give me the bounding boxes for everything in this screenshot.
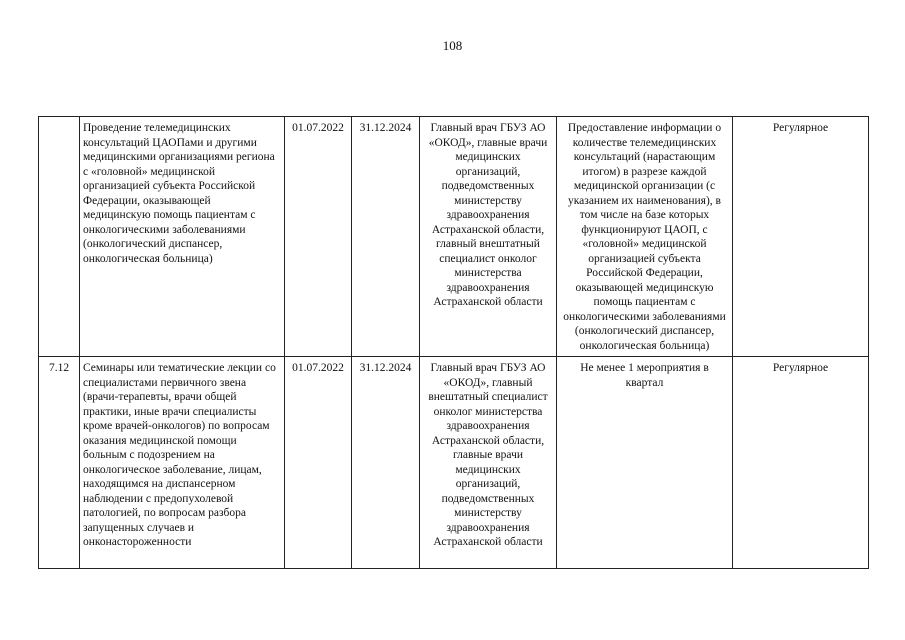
start-date: 01.07.2022: [285, 117, 352, 357]
activity-table: [38, 116, 869, 569]
responsible: Главный врач ГБУЗ АО «ОКОД», главные врачи медицинских организаций, подведомственных министерству здравоохранения Астраханской области, главный внештатный специалист онколог министерства здравоохранения Астраханской области: [420, 117, 557, 357]
start-date: 01.07.2022: [285, 357, 352, 569]
expected-result: Предоставление информации о количестве телемедицинских консультаций (нарастающим итогом) в разрезе каждой медицинской организации (с указанием их наименования), в том числе на базе которых функционируют ЦАОП, с «головной» медицинской организацией субъекта Российской Федерации, оказывающей медицинскую помощь пациентам с онкологическими заболеваниями (онкологический диспансер, онкологическая больница): [557, 117, 733, 357]
activity-name: Семинары или тематические лекции со специалистами первичного звена (врачи-терапевты, врачи общей практики, иные врачи специалисты кроме врачей-онкологов) по вопросам оказания медицинской помощи больным с подозрением на онкологическое заболевание, лицам, находящимся на диспансерном наблюдении с предопухолевой патологией, по вопросам разбора запущенных случаев и онконастороженности: [80, 357, 285, 569]
periodicity: Регулярное: [733, 357, 869, 569]
row-number: [39, 117, 80, 357]
activity-name: Проведение телемедицинских консультаций ЦАОПами и другими медицинскими организациями региона с «головной» медицинской организацией субъекта Российской Федерации, оказывающей медицинскую помощь пациентам с онкологическими заболеваниями (онкологический диспансер, онкологическая больница): [80, 117, 285, 357]
periodicity: Регулярное: [733, 117, 869, 357]
table-row: [39, 117, 869, 357]
end-date: 31.12.2024: [352, 357, 420, 569]
table-row: [39, 357, 869, 569]
row-number: 7.12: [39, 357, 80, 569]
expected-result: Не менее 1 мероприятия в квартал: [557, 357, 733, 569]
page-number: 108: [442, 38, 463, 53]
responsible: Главный врач ГБУЗ АО «ОКОД», главный внештатный специалист онколог министерства здравоохранения Астраханской области, главные врачи медицинских организаций, подведомственных министерству здравоохранения Астраханской области: [420, 357, 557, 569]
end-date: 31.12.2024: [352, 117, 420, 357]
